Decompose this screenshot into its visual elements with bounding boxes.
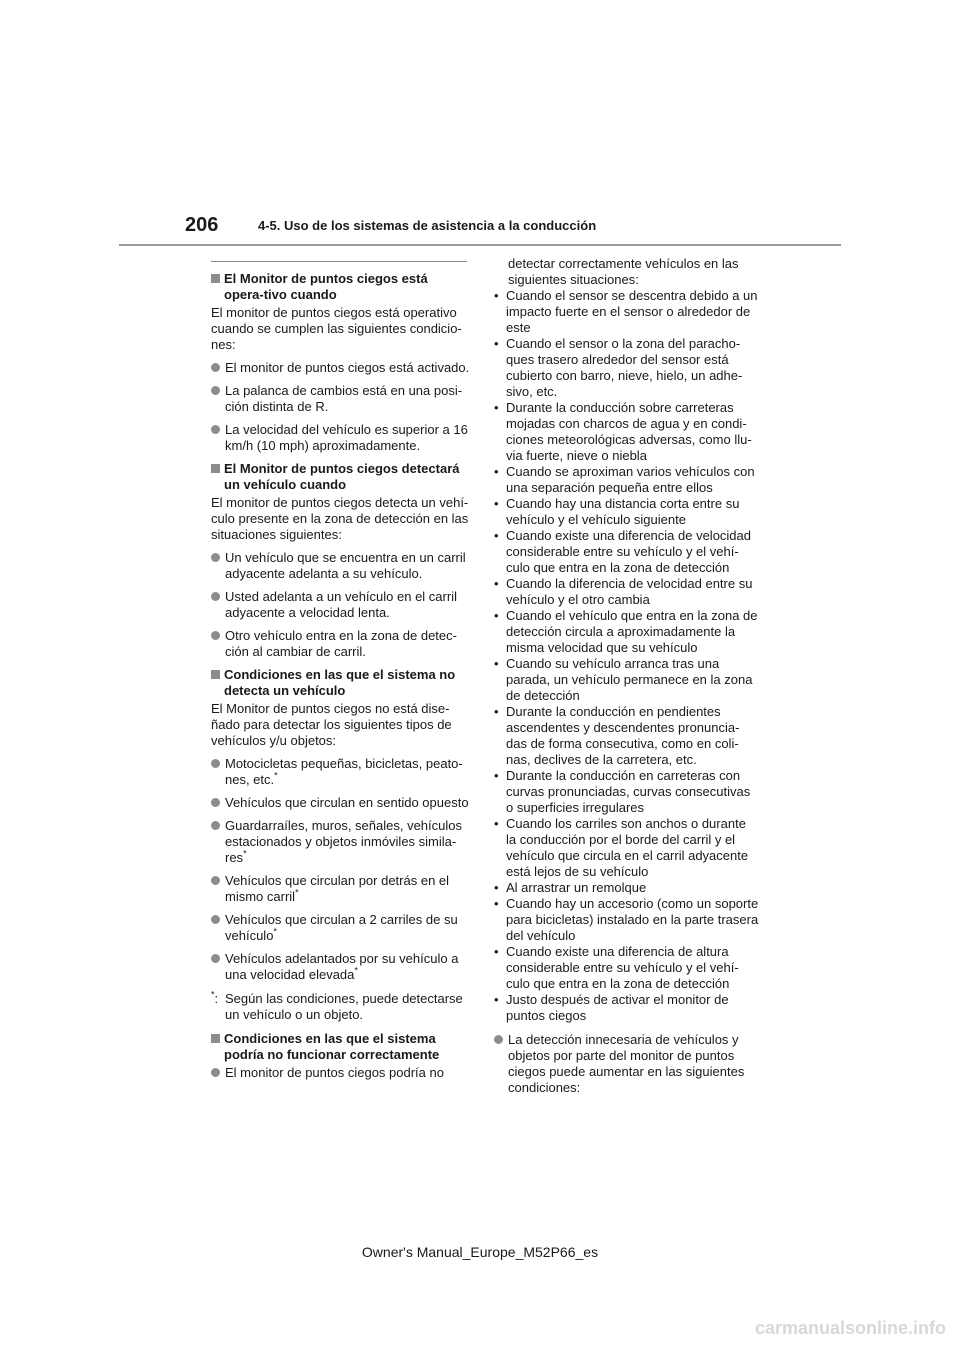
situation-item xyxy=(494,464,759,496)
list-item xyxy=(211,873,471,905)
list-item-text: La palanca de cambios está en una posi-ción distinta de R. xyxy=(225,383,463,414)
subheading-no-funcionar xyxy=(211,1031,471,1063)
round-bullet-icon xyxy=(211,759,220,768)
situation-item-text: Al arrastrar un remolque xyxy=(506,880,647,895)
section-divider xyxy=(211,261,467,262)
footnote-marker: * xyxy=(295,887,299,898)
situation-item xyxy=(494,816,759,880)
list-item-text: Vehículos que circulan por detrás en el mismo carril xyxy=(225,873,450,904)
dot-bullet-icon: • xyxy=(494,336,499,351)
round-bullet-icon xyxy=(211,592,220,601)
situation-item-text: Cuando hay un accesorio (como un soporte para bicicletas) instalado en la parte trasera del vehículo xyxy=(506,896,759,943)
dot-bullet-icon: • xyxy=(494,896,499,911)
dot-bullet-icon: • xyxy=(494,400,499,415)
situation-item xyxy=(494,400,759,464)
list-item xyxy=(211,756,471,788)
dot-bullet-icon: • xyxy=(494,656,499,671)
situation-item-text: Cuando existe una diferencia de velocidad considerable entre su vehículo y el vehí-culo que entra en la zona de detección xyxy=(506,528,752,575)
dot-bullet-icon: • xyxy=(494,992,499,1007)
dot-bullet-icon: • xyxy=(494,816,499,831)
round-bullet-icon xyxy=(211,1068,220,1077)
square-bullet-icon xyxy=(211,274,220,283)
subheading-text: Condiciones en las que el sistema no detecta un vehículo xyxy=(224,667,456,698)
left-column xyxy=(211,256,471,1088)
dot-bullet-icon: • xyxy=(494,704,499,719)
situation-item-text: Durante la conducción sobre carreteras mojadas con charcos de agua y en condi-ciones meteorológicas adversas, como llu-via fuerte, nieve o niebla xyxy=(506,400,752,463)
situation-item-text: Durante la conducción en carreteras con curvas pronunciadas, curvas consecutivas o superficies irregulares xyxy=(506,768,751,815)
situation-item xyxy=(494,608,759,656)
situation-item-text: Justo después de activar el monitor de puntos ciegos xyxy=(506,992,729,1023)
situation-item xyxy=(494,992,759,1024)
square-bullet-icon xyxy=(211,1034,220,1043)
round-bullet-icon xyxy=(211,798,220,807)
situation-item xyxy=(494,880,759,896)
header-divider xyxy=(119,244,841,246)
dot-bullet-icon: • xyxy=(494,496,499,511)
dot-bullet-icon: • xyxy=(494,464,499,479)
subheading-operativo xyxy=(211,271,471,303)
subheading-text: Condiciones en las que el sistema podría no funcionar correctamente xyxy=(224,1031,440,1062)
dot-bullet-icon: • xyxy=(494,528,499,543)
situation-item-text: Cuando el vehículo que entra en la zona de detección circula a aproximadamente la misma velocidad que su vehículo xyxy=(506,608,758,655)
list-item xyxy=(211,951,471,983)
list-item-text: La detección innecesaria de vehículos y objetos por parte del monitor de puntos ciegos puede aumentar en las siguientes condiciones: xyxy=(508,1032,745,1095)
round-bullet-icon xyxy=(211,386,220,395)
situation-item xyxy=(494,496,759,528)
list-item-text: Un vehículo que se encuentra en un carril adyacente adelanta a su vehículo. xyxy=(225,550,466,581)
list-item xyxy=(211,422,471,454)
round-bullet-icon xyxy=(494,1035,503,1044)
situation-item-text: Cuando el sensor o la zona del paracho-ques trasero alrededor del sensor está cubierto con barro, nieve, hielo, un adhe-sivo, etc. xyxy=(506,336,743,399)
footnote xyxy=(211,991,471,1023)
situation-item xyxy=(494,288,759,336)
list-item xyxy=(211,383,471,415)
situation-item xyxy=(494,656,759,704)
list-item xyxy=(211,628,471,660)
paragraph-continued: detectar correctamente vehículos en las siguientes situaciones: xyxy=(508,256,739,287)
round-bullet-icon xyxy=(211,876,220,885)
situation-item-text: Cuando se aproximan varios vehículos con una separación pequeña entre ellos xyxy=(506,464,755,495)
list-item xyxy=(211,912,471,944)
situation-item-text: Cuando el sensor se descentra debido a un impacto fuerte en el sensor o alrededor de este xyxy=(506,288,758,335)
footnote-marker-label: *: xyxy=(211,989,219,1006)
list-item-text: Vehículos que circulan a 2 carriles de su vehículo xyxy=(225,912,458,943)
subheading-no-detecta xyxy=(211,667,471,699)
list-item-text: Guardarraíles, muros, señales, vehículos estacionados y objetos inmóviles simila-res xyxy=(225,818,462,865)
footnote-marker: * xyxy=(354,965,358,976)
paragraph: El monitor de puntos ciegos está operativo cuando se cumplen las siguientes condicio-nes: xyxy=(211,305,462,352)
right-column xyxy=(494,256,759,1103)
square-bullet-icon xyxy=(211,464,220,473)
dot-bullet-icon: • xyxy=(494,768,499,783)
situation-item xyxy=(494,336,759,400)
list-item-text: Motocicletas pequeñas, bicicletas, peato-nes, etc. xyxy=(225,756,463,787)
round-bullet-icon xyxy=(211,553,220,562)
list-item xyxy=(211,1065,471,1081)
list-item-text: Vehículos que circulan en sentido opuesto xyxy=(225,795,469,810)
footnote-marker: * xyxy=(274,770,278,781)
situation-item-text: Cuando su vehículo arranca tras una parada, un vehículo permanece en la zona de detección xyxy=(506,656,753,703)
list-item xyxy=(211,360,471,376)
situation-item xyxy=(494,576,759,608)
subheading-text: El Monitor de puntos ciegos detectará un vehículo cuando xyxy=(224,461,460,492)
round-bullet-icon xyxy=(211,631,220,640)
list-item-text: El monitor de puntos ciegos podría no xyxy=(225,1065,444,1080)
list-item xyxy=(494,1032,759,1096)
list-item-text: Usted adelanta a un vehículo en el carril adyacente a velocidad lenta. xyxy=(225,589,457,620)
round-bullet-icon xyxy=(211,821,220,830)
square-bullet-icon xyxy=(211,670,220,679)
situation-item xyxy=(494,896,759,944)
situation-item xyxy=(494,528,759,576)
dot-bullet-icon: • xyxy=(494,880,499,895)
round-bullet-icon xyxy=(211,425,220,434)
list-item-text: El monitor de puntos ciegos está activado. xyxy=(225,360,470,375)
subheading-detectara xyxy=(211,461,471,493)
watermark-logo: carmanualsonline.info xyxy=(754,1318,946,1338)
subheading-text: El Monitor de puntos ciegos está opera-tivo cuando xyxy=(224,271,428,302)
footnote-marker: * xyxy=(273,926,277,937)
dot-bullet-icon: • xyxy=(494,944,499,959)
list-item xyxy=(211,795,471,811)
section-title: 4-5. Uso de los sistemas de asistencia a la conducción xyxy=(258,218,597,233)
list-item-text: Otro vehículo entra en la zona de detec-ción al cambiar de carril. xyxy=(225,628,457,659)
situation-item-text: Durante la conducción en pendientes ascendentes y descendentes pronuncia-das de forma consecutiva, como en coli-nas, declives de la carretera, etc. xyxy=(506,704,740,767)
situation-list xyxy=(494,288,759,1024)
situation-item-text: Cuando existe una diferencia de altura considerable entre su vehículo y el vehí-culo que entra en la zona de detección xyxy=(506,944,739,991)
paragraph: El Monitor de puntos ciegos no está dise-ñado para detectar los siguientes tipos de vehículos y/u objetos: xyxy=(211,701,452,748)
situation-item-text: Cuando los carriles son anchos o durante la conducción por el borde del carril y el vehículo que circula en el carril adyacente está lejos de su vehículo xyxy=(506,816,749,879)
footnote-text: Según las condiciones, puede detectarse un vehículo o un objeto. xyxy=(225,991,463,1022)
paragraph: El monitor de puntos ciegos detecta un vehí-culo presente en la zona de detección en las situaciones siguientes: xyxy=(211,495,469,542)
dot-bullet-icon: • xyxy=(494,288,499,303)
situation-item-text: Cuando hay una distancia corta entre su vehículo y el vehículo siguiente xyxy=(506,496,740,527)
manual-footer: Owner's Manual_Europe_M52P66_es xyxy=(361,1244,599,1260)
list-item-text: Vehículos adelantados por su vehículo a una velocidad elevada xyxy=(225,951,459,982)
page-number: 206 xyxy=(185,214,219,236)
round-bullet-icon xyxy=(211,363,220,372)
situation-item xyxy=(494,768,759,816)
situation-item xyxy=(494,944,759,992)
round-bullet-icon xyxy=(211,915,220,924)
dot-bullet-icon: • xyxy=(494,576,499,591)
list-item xyxy=(211,550,471,582)
list-item-text: La velocidad del vehículo es superior a 16 km/h (10 mph) aproximadamente. xyxy=(225,422,468,453)
list-item xyxy=(211,589,471,621)
list-item xyxy=(211,818,471,866)
situation-item xyxy=(494,704,759,768)
situation-item-text: Cuando la diferencia de velocidad entre su vehículo y el otro cambia xyxy=(506,576,753,607)
dot-bullet-icon: • xyxy=(494,608,499,623)
round-bullet-icon xyxy=(211,954,220,963)
footnote-marker: * xyxy=(243,848,247,859)
